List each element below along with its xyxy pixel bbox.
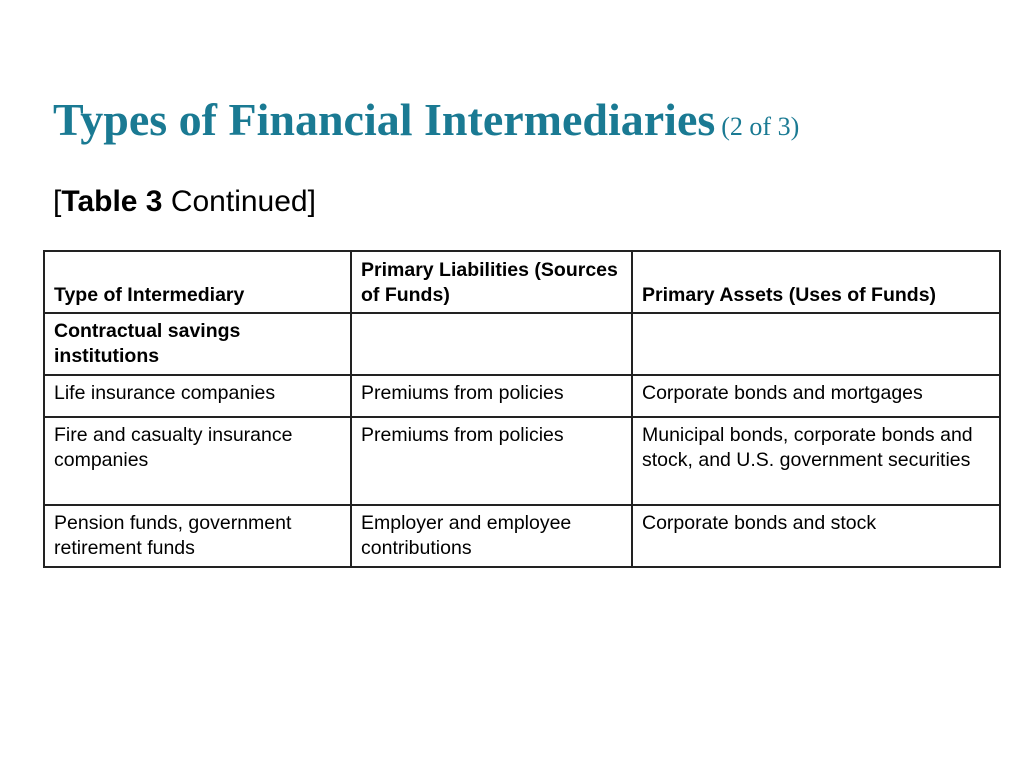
group-label: Contractual savings institutions: [44, 313, 351, 375]
table-header-row: [44, 251, 1000, 313]
table-row: [44, 375, 1000, 417]
table-cell-type: Fire and casualty insurance companies: [44, 417, 351, 505]
table-row: [44, 417, 1000, 505]
table-row: [44, 505, 1000, 567]
caption-continued: Continued]: [162, 185, 316, 218]
table-cell-assets: Corporate bonds and mortgages: [632, 375, 1000, 417]
table-cell-liabilities: Premiums from policies: [351, 375, 632, 417]
table-cell-type: Pension funds, government retirement funds: [44, 505, 351, 567]
caption-table-number: Table 3: [61, 185, 163, 218]
caption-open-bracket: [: [53, 185, 62, 218]
table-caption: [53, 184, 316, 220]
table-group-row: [44, 313, 1000, 375]
header-primary-assets: Primary Assets (Uses of Funds): [632, 251, 1000, 313]
table-cell-type: Life insurance companies: [44, 375, 351, 417]
table-cell-liabilities: Employer and employee contributions: [351, 505, 632, 567]
table-cell-assets: Corporate bonds and stock: [632, 505, 1000, 567]
slide-part-indicator: (2 of 3): [721, 112, 800, 141]
table-cell: [632, 313, 1000, 375]
header-primary-liabilities: Primary Liabilities (Sources of Funds): [351, 251, 632, 313]
table-cell: [351, 313, 632, 375]
header-type-of-intermediary: Type of Intermediary: [44, 251, 351, 313]
slide-title: [53, 92, 799, 155]
intermediaries-table: [43, 250, 1001, 568]
table-cell-liabilities: Premiums from policies: [351, 417, 632, 505]
table-cell-assets: Municipal bonds, corporate bonds and stock, and U.S. government securities: [632, 417, 1000, 505]
slide-title-text: Types of Financial Intermediaries: [53, 94, 716, 145]
